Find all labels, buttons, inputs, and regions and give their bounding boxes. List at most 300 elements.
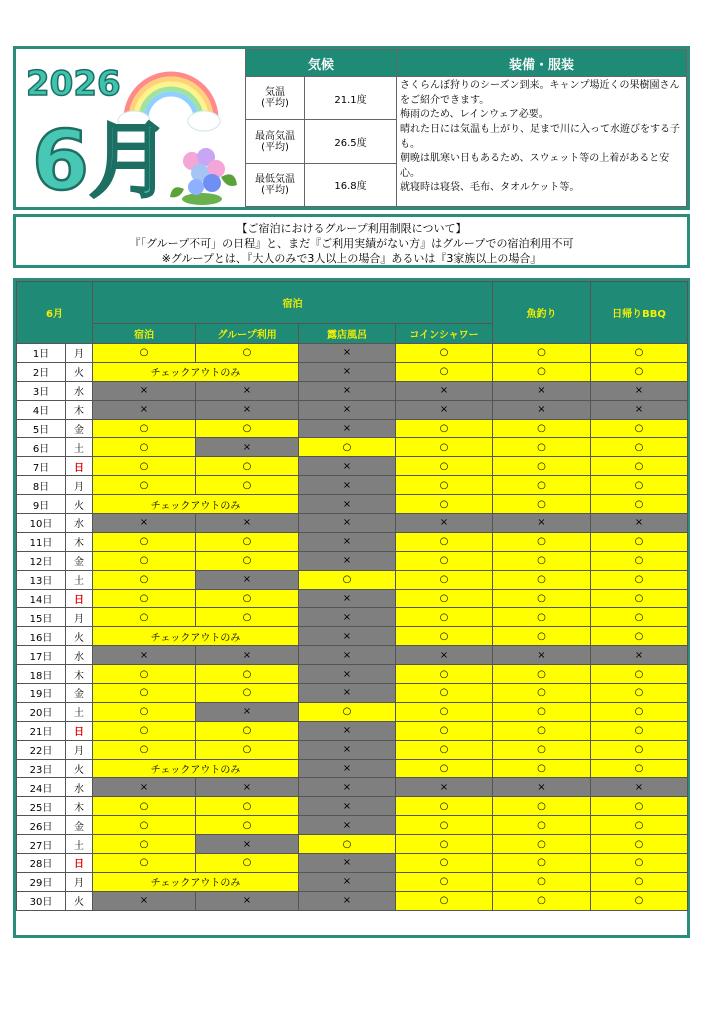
calendar-row — [17, 514, 688, 533]
day-weekday: 水 — [66, 381, 93, 400]
lodging-cell: × — [93, 381, 196, 400]
equipment-text — [397, 77, 687, 207]
day-weekday: 月 — [66, 872, 93, 891]
lodging-cell: ○ — [93, 608, 196, 627]
climate-header: 気候 — [246, 50, 397, 77]
calendar-row — [17, 381, 688, 400]
lodging-cell: ○ — [93, 684, 196, 703]
shower-cell: × — [396, 778, 493, 797]
shower-cell: ○ — [396, 476, 493, 495]
lodging-cell: ○ — [93, 570, 196, 589]
calendar-row — [17, 740, 688, 759]
bbq-cell: ○ — [591, 457, 688, 476]
day-date: 22日 — [17, 740, 66, 759]
group-cell: × — [196, 835, 299, 854]
climate-label-min — [246, 163, 305, 206]
calendar-row — [17, 532, 688, 551]
lodging-cell: ○ — [93, 419, 196, 438]
calendar-row — [17, 665, 688, 684]
shower-cell: ○ — [396, 344, 493, 363]
day-weekday: 土 — [66, 438, 93, 457]
fishing-cell: ○ — [493, 344, 591, 363]
fishing-cell: ○ — [493, 438, 591, 457]
checkout-only-cell: チェックアウトのみ — [93, 362, 299, 381]
bbq-cell: ○ — [591, 702, 688, 721]
day-date: 16日 — [17, 627, 66, 646]
calendar-row — [17, 495, 688, 514]
calendar-row — [17, 684, 688, 703]
group-cell: ○ — [196, 589, 299, 608]
lodging-header: 宿泊 — [93, 282, 493, 324]
day-weekday: 水 — [66, 778, 93, 797]
shower-cell: ○ — [396, 854, 493, 873]
day-date: 5日 — [17, 419, 66, 438]
bath-cell: × — [299, 400, 396, 419]
notice-line-3: ※グループとは、『大人のみで3人以上の場合』あるいは『3家族以上の場合』 — [161, 252, 542, 265]
bbq-cell: ○ — [591, 797, 688, 816]
bath-cell: × — [299, 778, 396, 797]
day-date: 21日 — [17, 721, 66, 740]
bbq-cell: ○ — [591, 362, 688, 381]
day-weekday: 土 — [66, 702, 93, 721]
calendar-month-header: 6月 — [17, 282, 93, 344]
climate-value-avg: 21.1度 — [305, 77, 397, 120]
bath-cell: × — [299, 551, 396, 570]
day-date: 18日 — [17, 665, 66, 684]
bbq-cell: × — [591, 381, 688, 400]
shower-cell: ○ — [396, 570, 493, 589]
day-date: 15日 — [17, 608, 66, 627]
bbq-cell: ○ — [591, 721, 688, 740]
group-cell: × — [196, 778, 299, 797]
calendar-row — [17, 721, 688, 740]
bath-cell: × — [299, 759, 396, 778]
fishing-cell: ○ — [493, 872, 591, 891]
group-cell: × — [196, 514, 299, 533]
bath-cell: × — [299, 646, 396, 665]
shower-cell: ○ — [396, 872, 493, 891]
checkout-only-cell: チェックアウトのみ — [93, 627, 299, 646]
day-weekday: 月 — [66, 344, 93, 363]
bbq-header: 日帰りBBQ — [591, 282, 688, 344]
calendar-row — [17, 419, 688, 438]
bbq-cell: ○ — [591, 684, 688, 703]
bath-cell: × — [299, 514, 396, 533]
day-weekday: 水 — [66, 514, 93, 533]
fishing-cell: ○ — [493, 476, 591, 495]
day-date: 1日 — [17, 344, 66, 363]
shower-cell: ○ — [396, 759, 493, 778]
lodging-cell: ○ — [93, 344, 196, 363]
bath-cell: × — [299, 381, 396, 400]
fishing-cell: ○ — [493, 589, 591, 608]
day-date: 17日 — [17, 646, 66, 665]
shower-cell: ○ — [396, 835, 493, 854]
day-weekday: 金 — [66, 684, 93, 703]
group-cell: × — [196, 381, 299, 400]
day-date: 8日 — [17, 476, 66, 495]
month-logo — [16, 49, 244, 207]
fishing-cell: ○ — [493, 816, 591, 835]
fishing-cell: × — [493, 400, 591, 419]
bath-cell: × — [299, 872, 396, 891]
group-cell: ○ — [196, 816, 299, 835]
calendar-row — [17, 627, 688, 646]
bbq-cell: ○ — [591, 344, 688, 363]
shower-cell: ○ — [396, 891, 493, 910]
group-cell: ○ — [196, 344, 299, 363]
bath-cell: × — [299, 816, 396, 835]
bath-cell: × — [299, 891, 396, 910]
day-weekday: 火 — [66, 362, 93, 381]
month-big-text: 6月 — [32, 114, 172, 207]
shower-cell: ○ — [396, 495, 493, 514]
shower-cell: ○ — [396, 362, 493, 381]
day-date: 23日 — [17, 759, 66, 778]
lodging-cell: ○ — [93, 532, 196, 551]
day-date: 24日 — [17, 778, 66, 797]
bath-cell: × — [299, 495, 396, 514]
sub-lodging-header: 宿泊 — [93, 324, 196, 344]
lodging-cell: × — [93, 778, 196, 797]
group-notice — [13, 214, 690, 268]
lodging-cell: ○ — [93, 721, 196, 740]
group-cell: × — [196, 400, 299, 419]
calendar-row — [17, 797, 688, 816]
bbq-cell: ○ — [591, 438, 688, 457]
shower-cell: ○ — [396, 627, 493, 646]
fishing-cell: ○ — [493, 627, 591, 646]
hydrangea-icon — [170, 148, 237, 205]
checkout-only-cell: チェックアウトのみ — [93, 872, 299, 891]
year-text: 2026 — [26, 64, 121, 104]
lodging-cell: × — [93, 646, 196, 665]
bbq-cell: ○ — [591, 891, 688, 910]
fishing-cell: ○ — [493, 495, 591, 514]
calendar-row — [17, 816, 688, 835]
bbq-cell: ○ — [591, 627, 688, 646]
group-cell: ○ — [196, 684, 299, 703]
sub-group-header: グループ利用 — [196, 324, 299, 344]
fishing-cell: × — [493, 514, 591, 533]
fishing-cell: ○ — [493, 570, 591, 589]
calendar-row — [17, 457, 688, 476]
group-cell: ○ — [196, 532, 299, 551]
day-weekday: 金 — [66, 551, 93, 570]
bath-cell: × — [299, 608, 396, 627]
bbq-cell: ○ — [591, 872, 688, 891]
calendar-row — [17, 400, 688, 419]
day-weekday: 金 — [66, 816, 93, 835]
climate-label-max — [246, 120, 305, 163]
lodging-cell: ○ — [93, 835, 196, 854]
calendar-row — [17, 438, 688, 457]
day-date: 2日 — [17, 362, 66, 381]
day-date: 28日 — [17, 854, 66, 873]
checkout-only-cell: チェックアウトのみ — [93, 759, 299, 778]
climate-equipment-table — [245, 49, 687, 207]
bbq-cell: ○ — [591, 551, 688, 570]
bath-cell: × — [299, 854, 396, 873]
bbq-cell: × — [591, 514, 688, 533]
fishing-cell: ○ — [493, 797, 591, 816]
calendar-body — [17, 344, 688, 911]
bbq-cell: ○ — [591, 570, 688, 589]
fishing-cell: ○ — [493, 854, 591, 873]
day-weekday: 月 — [66, 740, 93, 759]
day-weekday: 月 — [66, 476, 93, 495]
bath-cell: × — [299, 532, 396, 551]
month-logo-graphic — [16, 49, 244, 207]
bath-cell: × — [299, 721, 396, 740]
day-weekday: 日 — [66, 457, 93, 476]
fishing-cell: ○ — [493, 759, 591, 778]
day-weekday: 木 — [66, 797, 93, 816]
day-weekday: 火 — [66, 495, 93, 514]
calendar-row — [17, 646, 688, 665]
day-weekday: 火 — [66, 759, 93, 778]
fishing-cell: ○ — [493, 551, 591, 570]
shower-cell: ○ — [396, 721, 493, 740]
bbq-cell: ○ — [591, 608, 688, 627]
group-cell: ○ — [196, 551, 299, 570]
shower-cell: ○ — [396, 608, 493, 627]
climate-label-avg-text: 気温 (平均) — [261, 87, 289, 110]
shower-cell: ○ — [396, 589, 493, 608]
day-date: 3日 — [17, 381, 66, 400]
bath-cell: × — [299, 476, 396, 495]
day-date: 6日 — [17, 438, 66, 457]
lodging-cell: ○ — [93, 665, 196, 684]
bbq-cell: ○ — [591, 589, 688, 608]
top-info-panel — [13, 46, 690, 210]
shower-cell: ○ — [396, 816, 493, 835]
group-cell: ○ — [196, 419, 299, 438]
lodging-cell: ○ — [93, 476, 196, 495]
shower-cell: × — [396, 514, 493, 533]
bbq-cell: ○ — [591, 854, 688, 873]
lodging-cell: ○ — [93, 740, 196, 759]
calendar-row — [17, 835, 688, 854]
bath-cell: ○ — [299, 570, 396, 589]
shower-cell: × — [396, 646, 493, 665]
fishing-cell: ○ — [493, 608, 591, 627]
day-date: 13日 — [17, 570, 66, 589]
fishing-cell: ○ — [493, 665, 591, 684]
group-cell: ○ — [196, 854, 299, 873]
calendar-panel — [13, 278, 690, 938]
availability-calendar — [16, 281, 688, 911]
day-weekday: 木 — [66, 532, 93, 551]
calendar-row — [17, 854, 688, 873]
day-date: 27日 — [17, 835, 66, 854]
group-cell: × — [196, 702, 299, 721]
group-cell: ○ — [196, 721, 299, 740]
day-weekday: 火 — [66, 627, 93, 646]
day-date: 11日 — [17, 532, 66, 551]
climate-value-max: 26.5度 — [305, 120, 397, 163]
shower-cell: ○ — [396, 532, 493, 551]
group-cell: ○ — [196, 608, 299, 627]
lodging-cell: ○ — [93, 702, 196, 721]
day-date: 12日 — [17, 551, 66, 570]
fishing-cell: ○ — [493, 740, 591, 759]
day-date: 14日 — [17, 589, 66, 608]
bbq-cell: ○ — [591, 476, 688, 495]
bath-cell: × — [299, 344, 396, 363]
day-weekday: 木 — [66, 665, 93, 684]
fishing-cell: ○ — [493, 684, 591, 703]
day-date: 30日 — [17, 891, 66, 910]
group-cell: ○ — [196, 476, 299, 495]
shower-cell: ○ — [396, 551, 493, 570]
notice-line-2: 『「グループ不可」の日程』と、まだ『ご利用実績がない方』はグループでの宿泊利用不可 — [129, 237, 574, 250]
fishing-cell: × — [493, 646, 591, 665]
sub-shower-header: コインシャワー — [396, 324, 493, 344]
lodging-cell: ○ — [93, 589, 196, 608]
day-weekday: 日 — [66, 721, 93, 740]
calendar-row — [17, 551, 688, 570]
day-weekday: 日 — [66, 589, 93, 608]
group-cell: ○ — [196, 457, 299, 476]
calendar-row — [17, 362, 688, 381]
day-date: 7日 — [17, 457, 66, 476]
bath-cell: × — [299, 740, 396, 759]
bath-cell: ○ — [299, 702, 396, 721]
shower-cell: ○ — [396, 457, 493, 476]
bbq-cell: ○ — [591, 759, 688, 778]
calendar-row — [17, 476, 688, 495]
calendar-row — [17, 891, 688, 910]
checkout-only-cell: チェックアウトのみ — [93, 495, 299, 514]
day-date: 29日 — [17, 872, 66, 891]
day-date: 20日 — [17, 702, 66, 721]
equipment-text-body: さくらんぼ狩りのシーズン到来。キャンプ場近くの果樹園さんをご紹介できます。 梅雨のため、レインウェア必要。 晴れた日には気温も上がり、足まで川に入って水遊びをする子も。 朝晩は肌寒い日もあるため、スウェット等の上着があると安心。 就寝時は寝袋、毛布、タオルケット等。 — [400, 80, 681, 194]
sub-bath-header: 露店風呂 — [299, 324, 396, 344]
shower-cell: ○ — [396, 797, 493, 816]
bath-cell: × — [299, 684, 396, 703]
fishing-cell: ○ — [493, 702, 591, 721]
lodging-cell: × — [93, 400, 196, 419]
group-cell: × — [196, 891, 299, 910]
climate-label-min-text: 最低気温 (平均) — [255, 173, 295, 196]
lodging-cell: ○ — [93, 816, 196, 835]
group-cell: ○ — [196, 797, 299, 816]
calendar-row — [17, 759, 688, 778]
group-cell: ○ — [196, 740, 299, 759]
bath-cell: × — [299, 362, 396, 381]
notice-title: 【ご宿泊におけるグループ利用制限について】 — [236, 222, 467, 235]
group-cell: × — [196, 570, 299, 589]
day-date: 26日 — [17, 816, 66, 835]
bbq-cell: × — [591, 646, 688, 665]
calendar-row — [17, 608, 688, 627]
day-weekday: 水 — [66, 646, 93, 665]
bbq-cell: ○ — [591, 665, 688, 684]
group-cell: × — [196, 646, 299, 665]
fishing-cell: × — [493, 778, 591, 797]
calendar-row — [17, 570, 688, 589]
fishing-header: 魚釣り — [493, 282, 591, 344]
lodging-cell: ○ — [93, 438, 196, 457]
fishing-cell: ○ — [493, 891, 591, 910]
bath-cell: ○ — [299, 438, 396, 457]
calendar-row — [17, 344, 688, 363]
day-date: 4日 — [17, 400, 66, 419]
shower-cell: × — [396, 381, 493, 400]
day-weekday: 日 — [66, 854, 93, 873]
bbq-cell: ○ — [591, 532, 688, 551]
climate-value-min: 16.8度 — [305, 163, 397, 206]
fishing-cell: ○ — [493, 532, 591, 551]
group-cell: × — [196, 438, 299, 457]
day-date: 25日 — [17, 797, 66, 816]
day-date: 19日 — [17, 684, 66, 703]
calendar-row — [17, 589, 688, 608]
calendar-row — [17, 872, 688, 891]
shower-cell: ○ — [396, 419, 493, 438]
fishing-cell: ○ — [493, 362, 591, 381]
day-weekday: 土 — [66, 835, 93, 854]
day-weekday: 月 — [66, 608, 93, 627]
bath-cell: × — [299, 457, 396, 476]
climate-label-max-text: 最高気温 (平均) — [255, 130, 295, 153]
shower-cell: ○ — [396, 740, 493, 759]
climate-label-avg — [246, 77, 305, 120]
bbq-cell: ○ — [591, 495, 688, 514]
bath-cell: × — [299, 797, 396, 816]
day-date: 10日 — [17, 514, 66, 533]
shower-cell: ○ — [396, 684, 493, 703]
lodging-cell: ○ — [93, 551, 196, 570]
bbq-cell: ○ — [591, 835, 688, 854]
bbq-cell: ○ — [591, 816, 688, 835]
shower-cell: ○ — [396, 438, 493, 457]
day-weekday: 土 — [66, 570, 93, 589]
lodging-cell: ○ — [93, 457, 196, 476]
fishing-cell: × — [493, 381, 591, 400]
calendar-row — [17, 702, 688, 721]
bath-cell: × — [299, 665, 396, 684]
group-cell: ○ — [196, 665, 299, 684]
lodging-cell: ○ — [93, 797, 196, 816]
bbq-cell: ○ — [591, 419, 688, 438]
day-weekday: 金 — [66, 419, 93, 438]
lodging-cell: × — [93, 514, 196, 533]
shower-cell: ○ — [396, 665, 493, 684]
shower-cell: ○ — [396, 702, 493, 721]
day-date: 9日 — [17, 495, 66, 514]
lodging-cell: × — [93, 891, 196, 910]
fishing-cell: ○ — [493, 419, 591, 438]
fishing-cell: ○ — [493, 835, 591, 854]
lodging-cell: ○ — [93, 854, 196, 873]
bath-cell: × — [299, 589, 396, 608]
fishing-cell: ○ — [493, 457, 591, 476]
day-weekday: 木 — [66, 400, 93, 419]
fishing-cell: ○ — [493, 721, 591, 740]
day-weekday: 火 — [66, 891, 93, 910]
bath-cell: ○ — [299, 835, 396, 854]
bath-cell: × — [299, 419, 396, 438]
bbq-cell: ○ — [591, 740, 688, 759]
bath-cell: × — [299, 627, 396, 646]
calendar-row — [17, 778, 688, 797]
bbq-cell: × — [591, 400, 688, 419]
shower-cell: × — [396, 400, 493, 419]
equipment-header: 装備・服装 — [397, 50, 687, 77]
bbq-cell: × — [591, 778, 688, 797]
